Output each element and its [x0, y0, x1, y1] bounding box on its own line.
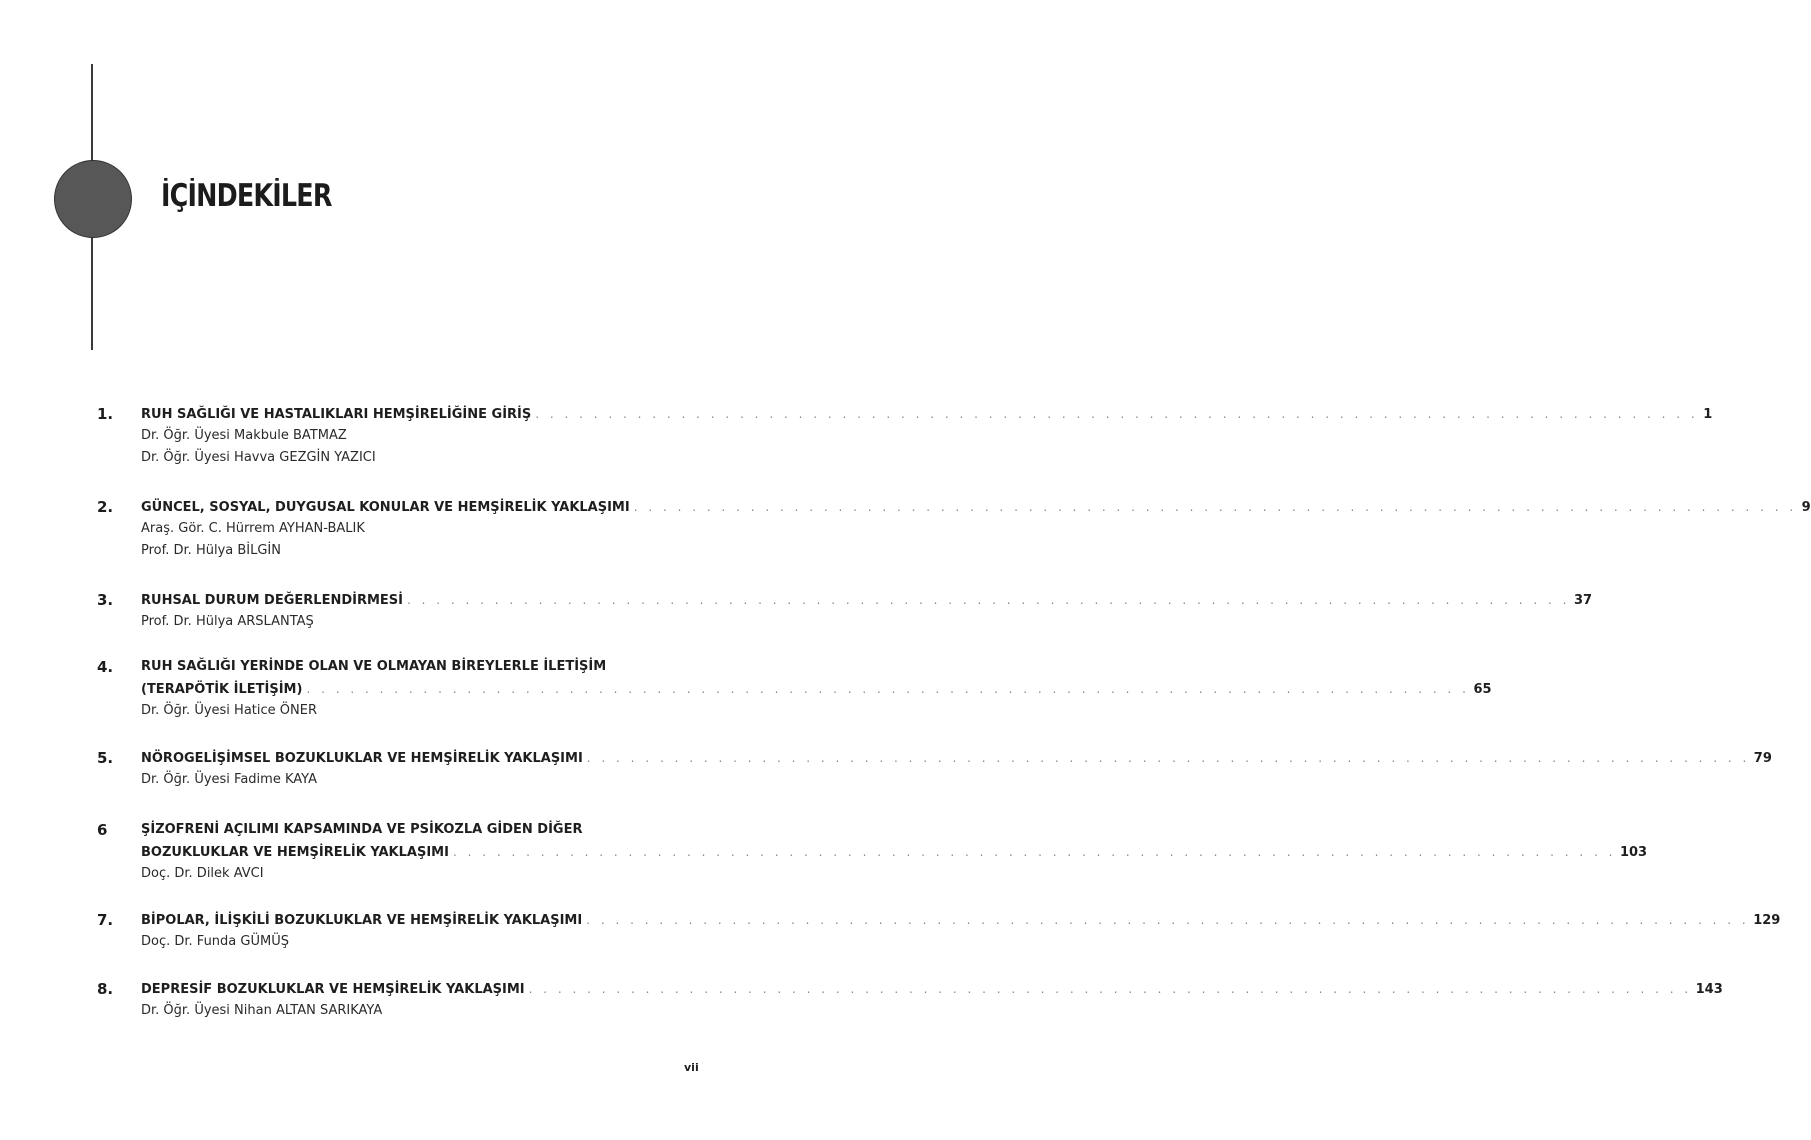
- chapter-title: GÜNCEL, SOSYAL, DUYGUSAL KONULAR VE HEMŞİRELİK YAKLAŞIMI: [141, 500, 630, 515]
- chapter-title: RUH SAĞLIĞI VE HASTALIKLARI HEMŞİRELİĞİNE GİRİŞ: [141, 407, 532, 422]
- dot-leader: . . . . . . . . . . . . . . . . . . . . . . . . . . . . . . . . . . . . . . . . . . . . . . . . . . . . . . . . . . . . . . . . . . . . . . . . . . . . . . . .: [407, 593, 1570, 607]
- chapter-number: 8.: [97, 980, 114, 998]
- chapter-author: Prof. Dr. Hülya BİLGİN: [141, 543, 281, 558]
- dot-leader: . . . . . . . . . . . . . . . . . . . . . . . . . . . . . . . . . . . . . . . . . . . . . . . . . . . . . . . . . . . . . . . . . . . . . . . . . . . . . . . .: [586, 751, 1750, 765]
- chapter-title: BOZUKLUKLAR VE HEMŞİRELİK YAKLAŞIMI: [141, 845, 449, 860]
- chapter-number: 4.: [97, 658, 114, 676]
- chapter-page-number: 103: [1619, 845, 1648, 860]
- chapter-author: Prof. Dr. Hülya ARSLANTAŞ: [141, 614, 314, 629]
- page-number: vii: [684, 1061, 699, 1074]
- dot-leader: . . . . . . . . . . . . . . . . . . . . . . . . . . . . . . . . . . . . . . . . . . . . . . . . . . . . . . . . . . . . . . . . . . . . . . . . . . . . . . . .: [306, 682, 1470, 696]
- chapter-page-number: 37: [1574, 593, 1593, 608]
- chapter-title: ŞİZOFRENİ AÇILIMI KAPSAMINDA VE PSİKOZLA GİDEN DİĞER: [141, 822, 583, 837]
- chapter-author: Araş. Gör. C. Hürrem AYHAN-BALIK: [141, 521, 365, 536]
- chapter-page-number: 143: [1695, 982, 1723, 997]
- chapter-title: RUH SAĞLIĞI YERİNDE OLAN VE OLMAYAN BİREYLERLE İLETİŞİM: [141, 659, 607, 674]
- chapter-author: Dr. Öğr. Üyesi Hatice ÖNER: [141, 703, 317, 718]
- chapter-author: Dr. Öğr. Üyesi Nihan ALTAN SARIKAYA: [141, 1003, 383, 1018]
- chapter-number: 3.: [97, 591, 114, 609]
- chapter-author: Doç. Dr. Dilek AVCI: [141, 866, 264, 881]
- chapter-page-number: 1: [1703, 407, 1713, 422]
- dot-leader: . . . . . . . . . . . . . . . . . . . . . . . . . . . . . . . . . . . . . . . . . . . . . . . . . . . . . . . . . . . . . . . . . . . . . . . . . . . . . . . .: [633, 500, 1797, 514]
- chapter-number: 2.: [97, 498, 114, 516]
- chapter-number: 6: [97, 821, 108, 839]
- chapter-title: DEPRESİF BOZUKLUKLAR VE HEMŞİRELİK YAKLAŞIMI: [141, 982, 525, 997]
- chapter-title: (TERAPÖTİK İLETİŞİM): [141, 682, 303, 697]
- chapter-author: Dr. Öğr. Üyesi Fadime KAYA: [141, 772, 317, 787]
- decorative-circle: [54, 160, 132, 238]
- chapter-title: BİPOLAR, İLİŞKİLİ BOZUKLUKLAR VE HEMŞİRELİK YAKLAŞIMI: [141, 913, 583, 928]
- dot-leader: . . . . . . . . . . . . . . . . . . . . . . . . . . . . . . . . . . . . . . . . . . . . . . . . . . . . . . . . . . . . . . . . . . . . . . . . . . . . . . . .: [452, 845, 1616, 859]
- chapter-page-number: 65: [1473, 682, 1492, 697]
- chapter-author: Dr. Öğr. Üyesi Makbule BATMAZ: [141, 428, 347, 443]
- chapter-author: Doç. Dr. Funda GÜMÜŞ: [141, 934, 289, 949]
- chapter-page-number: 129: [1753, 913, 1781, 928]
- chapter-author: Dr. Öğr. Üyesi Havva GEZGİN YAZICI: [141, 450, 376, 465]
- chapter-number: 1.: [97, 405, 114, 423]
- chapter-page-number: 9: [1801, 500, 1811, 515]
- chapter-title: RUHSAL DURUM DEĞERLENDİRMESİ: [141, 593, 403, 608]
- chapter-page-number: 79: [1753, 751, 1772, 766]
- dot-leader: . . . . . . . . . . . . . . . . . . . . . . . . . . . . . . . . . . . . . . . . . . . . . . . . . . . . . . . . . . . . . . . . . . . . . . . . . . . . . . . .: [528, 982, 1692, 996]
- chapter-title: NÖROGELİŞİMSEL BOZUKLUKLAR VE HEMŞİRELİK YAKLAŞIMI: [141, 751, 583, 766]
- dot-leader: . . . . . . . . . . . . . . . . . . . . . . . . . . . . . . . . . . . . . . . . . . . . . . . . . . . . . . . . . . . . . . . . . . . . . . . . . . . . . . . .: [535, 407, 1699, 421]
- chapter-number: 5.: [97, 749, 114, 767]
- chapter-number: 7.: [97, 911, 114, 929]
- page-title: İÇİNDEKİLER: [161, 178, 332, 214]
- dot-leader: . . . . . . . . . . . . . . . . . . . . . . . . . . . . . . . . . . . . . . . . . . . . . . . . . . . . . . . . . . . . . . . . . . . . . . . . . . . . . . . .: [586, 913, 1750, 927]
